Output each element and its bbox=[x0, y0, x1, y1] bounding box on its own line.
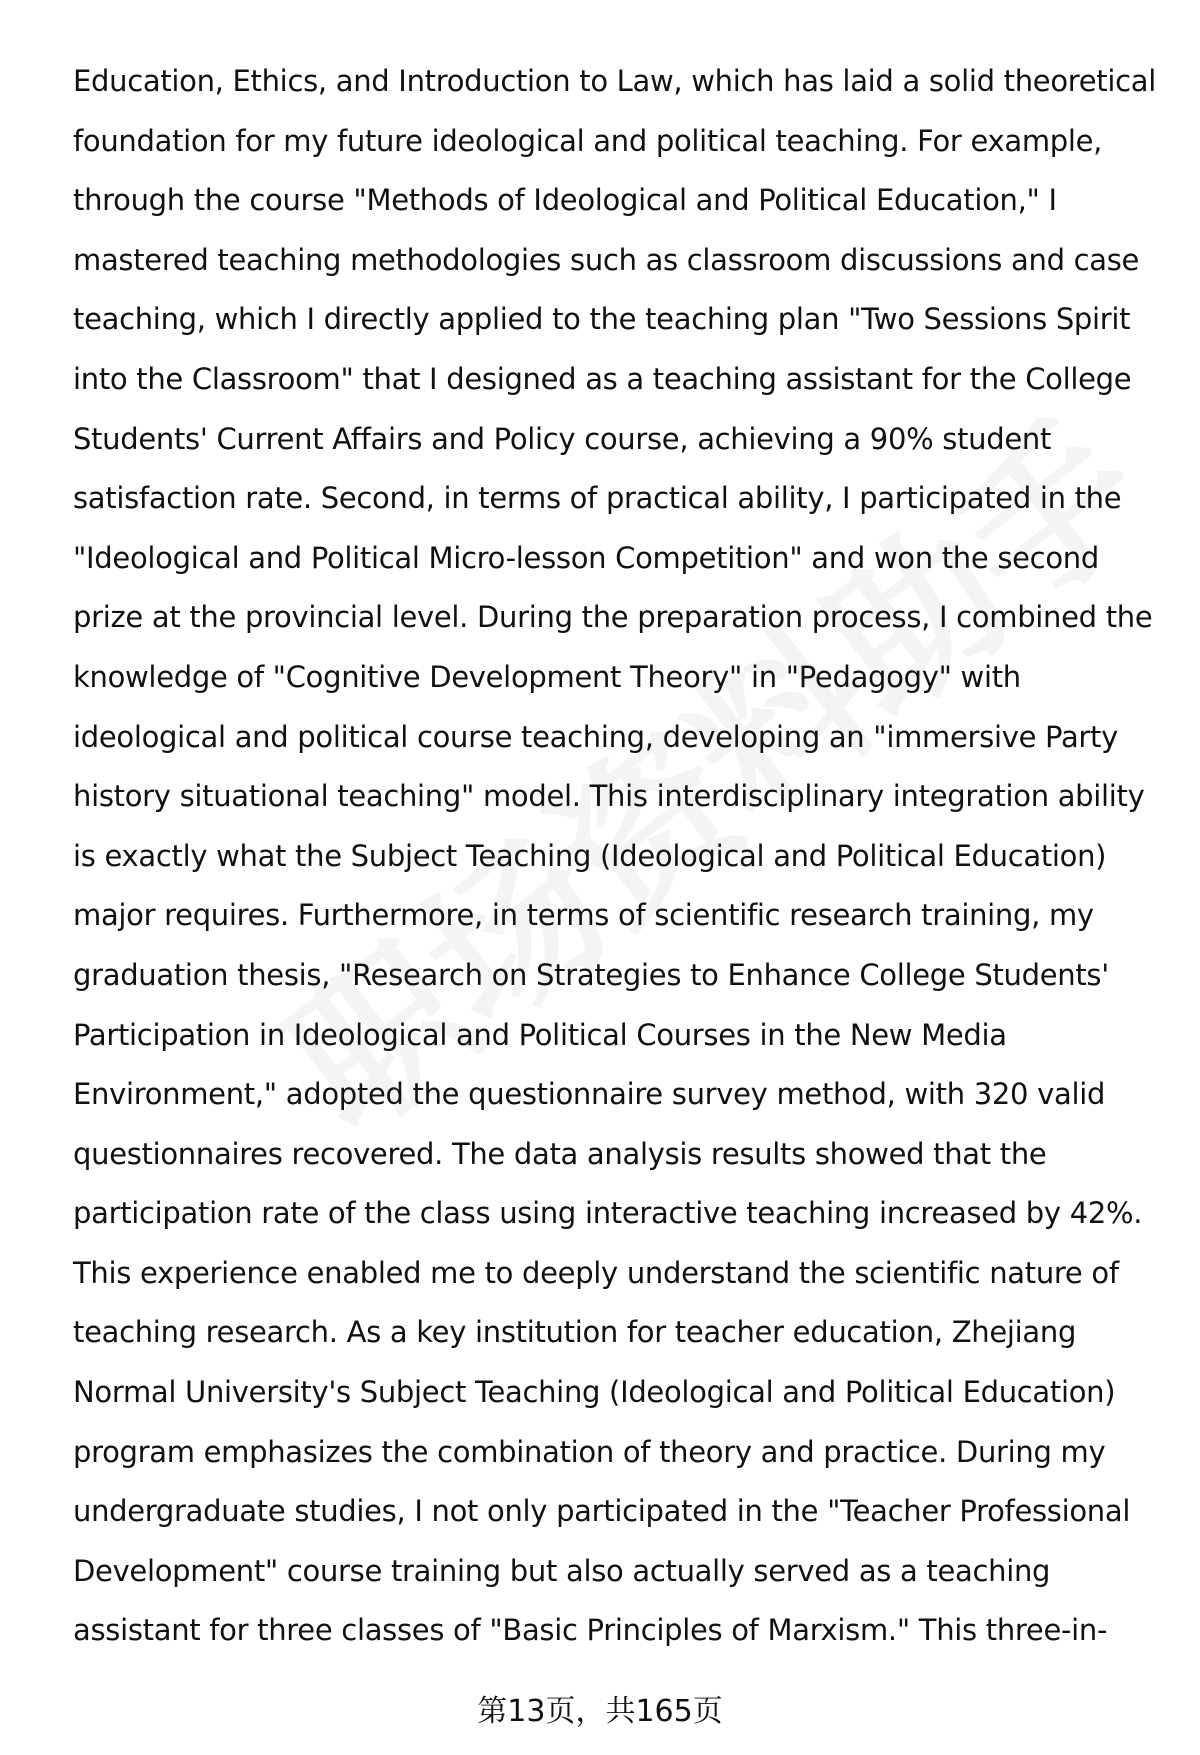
page-number: 第13页，共165页 bbox=[477, 1694, 723, 1729]
text-line: graduation thesis, "Research on Strategies to Enhance College Students' bbox=[73, 957, 1109, 992]
text-line: participation rate of the class using interactive teaching increased by 42%. bbox=[73, 1196, 1143, 1231]
text-line: ideological and political course teaching, developing an "immersive Party bbox=[73, 719, 1118, 754]
text-line: Environment," adopted the questionnaire survey method, with 320 valid bbox=[73, 1077, 1106, 1112]
text-line: prize at the provincial level. During the preparation process, I combined the bbox=[73, 600, 1153, 635]
text-line: Development" course training but also actually served as a teaching bbox=[73, 1553, 1051, 1588]
text-line: through the course "Methods of Ideological and Political Education," I bbox=[73, 183, 1057, 218]
text-line: satisfaction rate. Second, in terms of practical ability, I participated in the bbox=[73, 481, 1122, 516]
text-line: questionnaires recovered. The data analysis results showed that the bbox=[73, 1136, 1047, 1171]
text-line: history situational teaching" model. This interdisciplinary integration ability bbox=[73, 779, 1145, 814]
text-line: teaching research. As a key institution for teacher education, Zhejiang bbox=[73, 1315, 1077, 1350]
text-line: knowledge of "Cognitive Development Theory" in "Pedagogy" with bbox=[73, 659, 1021, 694]
text-line: undergraduate studies, I not only participated in the "Teacher Professional bbox=[73, 1494, 1131, 1529]
body-text bbox=[73, 52, 1156, 1661]
text-line: Normal University's Subject Teaching (Ideological and Political Education) bbox=[73, 1375, 1116, 1410]
text-line: assistant for three classes of "Basic Principles of Marxism." This three-in- bbox=[73, 1613, 1108, 1648]
text-line: Participation in Ideological and Political Courses in the New Media bbox=[73, 1017, 1007, 1052]
text-line: Students' Current Affairs and Policy course, achieving a 90% student bbox=[73, 421, 1052, 456]
text-line: program emphasizes the combination of theory and practice. During my bbox=[73, 1434, 1106, 1469]
text-line: major requires. Furthermore, in terms of scientific research training, my bbox=[73, 898, 1094, 933]
text-line: teaching, which I directly applied to the teaching plan "Two Sessions Spirit bbox=[73, 302, 1131, 337]
text-line: "Ideological and Political Micro-lesson Competition" and won the second bbox=[73, 540, 1099, 575]
text-line: is exactly what the Subject Teaching (Ideological and Political Education) bbox=[73, 838, 1107, 873]
text-line: mastered teaching methodologies such as classroom discussions and case bbox=[73, 242, 1140, 277]
text-line: This experience enabled me to deeply understand the scientific nature of bbox=[73, 1255, 1119, 1290]
text-line: foundation for my future ideological and political teaching. For example, bbox=[73, 123, 1103, 158]
text-line: Education, Ethics, and Introduction to Law, which has laid a solid theoretical bbox=[73, 64, 1156, 98]
text-line: into the Classroom" that I designed as a teaching assistant for the College bbox=[73, 361, 1132, 396]
